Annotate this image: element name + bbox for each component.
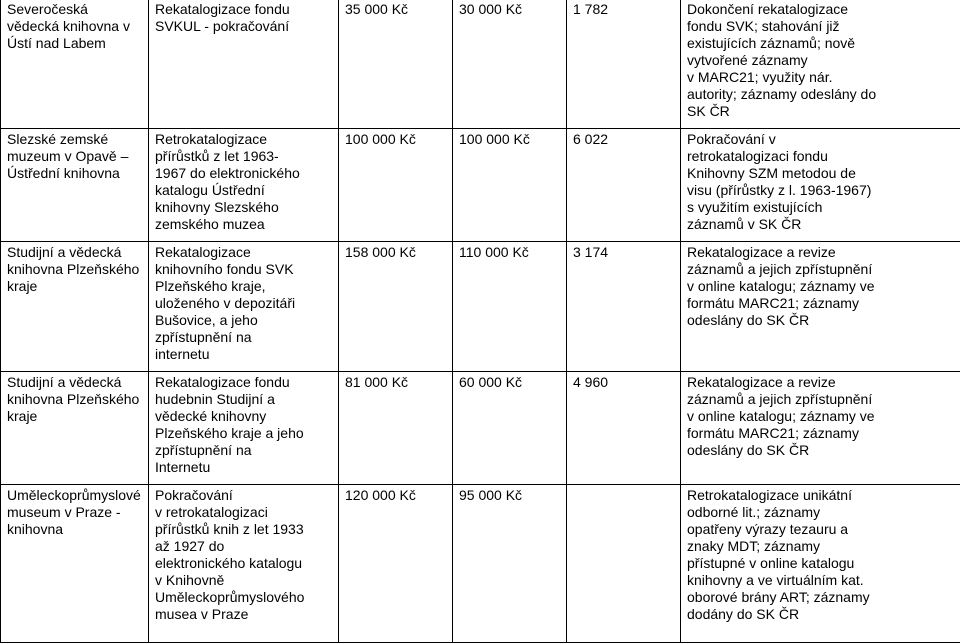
result-note-cell: Rekatalogizace a revize záznamů a jejich zpřístupnění v online katalogu; záznamy ve formátu MARC21; záznamy odeslány do SK ČR — [681, 242, 960, 372]
result-note-cell: Pokračování v retrokatalogizaci fondu Knihovny SZM metodou de visu (přírůstky z l. 1963-1967) s využitím existujících záznamů v SK ČR — [681, 129, 960, 242]
organization-cell: Severočeská vědecká knihovna v Ústí nad Labem — [1, 0, 149, 129]
project-cell: Rekatalogizace knihovního fondu SVK Plzeňského kraje, uloženého v depozitáři Bušovice, a jeho zpřístupnění na internetu — [149, 242, 339, 372]
granted-amount-cell: 60 000 Kč — [453, 372, 567, 485]
granted-amount-cell: 95 000 Kč — [453, 485, 567, 643]
records-count-cell: 3 174 — [567, 242, 681, 372]
project-cell: Pokračování v retrokatalogizaci přírůstků knih z let 1933 až 1927 do elektronického katalogu v Knihovně Uměleckoprůmyslového musea v Praze — [149, 485, 339, 643]
records-count-cell: 4 960 — [567, 372, 681, 485]
table-row — [1, 0, 960, 129]
organization-cell: Uměleckoprůmyslové museum v Praze - knihovna — [1, 485, 149, 643]
requested-amount-cell: 158 000 Kč — [339, 242, 453, 372]
project-cell: Rekatalogizace fondu hudebnin Studijní a vědecké knihovny Plzeňského kraje a jeho zpřístupnění na Internetu — [149, 372, 339, 485]
granted-amount-cell: 30 000 Kč — [453, 0, 567, 129]
records-count-cell: 1 782 — [567, 0, 681, 129]
table-row — [1, 485, 960, 643]
organization-cell: Studijní a vědecká knihovna Plzeňského kraje — [1, 242, 149, 372]
granted-amount-cell: 100 000 Kč — [453, 129, 567, 242]
granted-amount-cell: 110 000 Kč — [453, 242, 567, 372]
project-cell: Retrokatalogizace přírůstků z let 1963- 1967 do elektronického katalogu Ústřední knihovny Slezského zemského muzea — [149, 129, 339, 242]
requested-amount-cell: 35 000 Kč — [339, 0, 453, 129]
result-note-cell: Retrokatalogizace unikátní odborné lit.; záznamy opatřeny výrazy tezauru a znaky MDT; záznamy přístupné v online katalogu knihovny a ve virtuálním kat. oborové brány ART; záznamy dodány do SK ČR — [681, 485, 960, 643]
table-row — [1, 129, 960, 242]
records-count-cell — [567, 485, 681, 643]
requested-amount-cell: 100 000 Kč — [339, 129, 453, 242]
organization-cell: Studijní a vědecká knihovna Plzeňského kraje — [1, 372, 149, 485]
project-cell: Rekatalogizace fondu SVKUL - pokračování — [149, 0, 339, 129]
requested-amount-cell: 81 000 Kč — [339, 372, 453, 485]
organization-cell: Slezské zemské muzeum v Opavě – Ústřední knihovna — [1, 129, 149, 242]
result-note-cell: Dokončení rekatalogizace fondu SVK; stahování již existujících záznamů; nově vytvořené záznamy v MARC21; využity nár. autority; záznamy odeslány do SK ČR — [681, 0, 960, 129]
table-row — [1, 242, 960, 372]
records-count-cell: 6 022 — [567, 129, 681, 242]
requested-amount-cell: 120 000 Kč — [339, 485, 453, 643]
result-note-cell: Rekatalogizace a revize záznamů a jejich zpřístupnění v online katalogu; záznamy ve formátu MARC21; záznamy odeslány do SK ČR — [681, 372, 960, 485]
table-row — [1, 372, 960, 485]
